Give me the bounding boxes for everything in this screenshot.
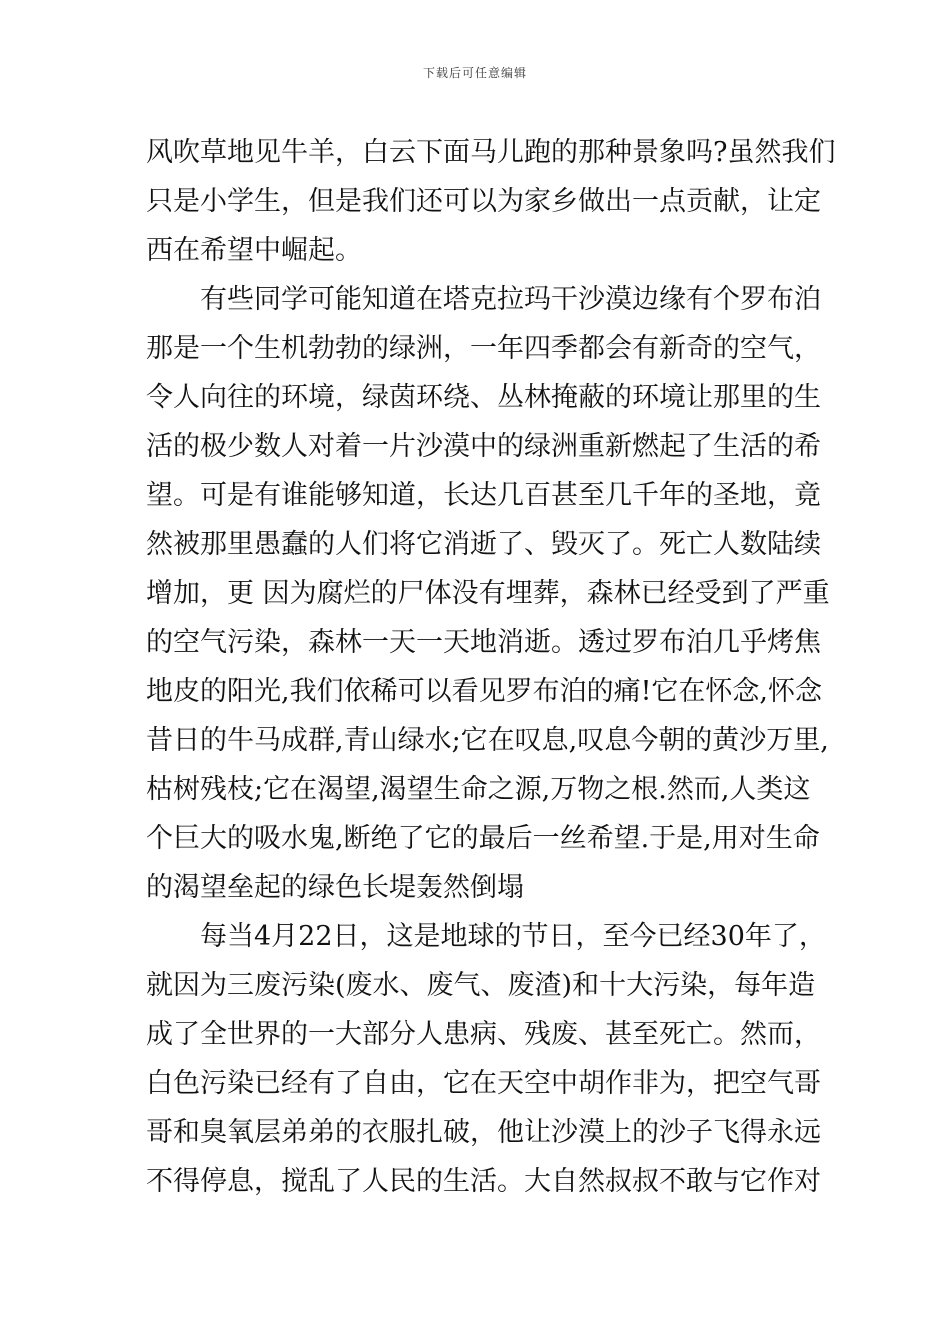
text-line: 个巨大的吸水鬼,断绝了它的最后一丝希望.于是,用对生命 (146, 823, 820, 854)
text-line: 活的极少数人对着一片沙漠中的绿洲重新燃起了生活的希 (146, 431, 821, 462)
text-line: 令人向往的环境，绿茵环绕、丛林掩蔽的环境让那里的生 (146, 382, 821, 413)
text-line: 望。可是有谁能够知道，长达几百甚至几千年的圣地，竟 (146, 480, 821, 511)
paragraph-first-line: 有些同学可能知道在塔克拉玛干沙漠边缘有个罗布泊 (200, 284, 821, 315)
text-line: 地皮的阳光,我们依稀可以看见罗布泊的痛!它在怀念,怀念 (146, 676, 823, 707)
text-line: 不得停息，搅乱了人民的生活。大自然叔叔不敢与它作对 (146, 1166, 821, 1197)
text-line: 的空气污染，森林一天一天地消逝。透过罗布泊几乎烤焦 (146, 627, 821, 658)
text-line: 风吹草地见牛羊，白云下面马儿跑的那种景象吗?虽然我们 (146, 137, 836, 168)
text-line: 的渴望垒起的绿色长堤轰然倒塌 (146, 872, 524, 903)
text-line: 只是小学生，但是我们还可以为家乡做出一点贡献，让定 (146, 186, 821, 217)
text-line: 昔日的牛马成群,青山绿水;它在叹息,叹息今朝的黄沙万里, (146, 725, 829, 756)
text-line: 枯树残枝;它在渴望,渴望生命之源,万物之根.然而,人类这 (146, 774, 811, 805)
text-line: 增加，更 因为腐烂的尸体没有埋葬，森林已经受到了严重 (146, 578, 830, 609)
text-line: 西在希望中崛起。 (146, 235, 362, 266)
header-note: 下载后可任意编辑 (422, 66, 527, 80)
text-line: 哥和臭氧层弟弟的衣服扎破，他让沙漠上的沙子飞得永远 (146, 1117, 821, 1148)
text-line: 就因为三废污染(废水、废气、废渣)和十大污染，每年造 (146, 970, 816, 1001)
text-line: 那是一个生机勃勃的绿洲，一年四季都会有新奇的空气， (146, 333, 821, 364)
text-line: 白色污染已经有了自由，它在天空中胡作非为，把空气哥 (146, 1068, 821, 1099)
text-line: 然被那里愚蠢的人们将它消逝了、毁灭了。死亡人数陆续 (146, 529, 821, 560)
paragraph-first-line: 每当4月22日，这是地球的节日，至今已经30年了， (200, 921, 826, 952)
body-text (146, 128, 836, 1206)
text-line: 成了全世界的一大部分人患病、残废、甚至死亡。然而， (146, 1019, 821, 1050)
